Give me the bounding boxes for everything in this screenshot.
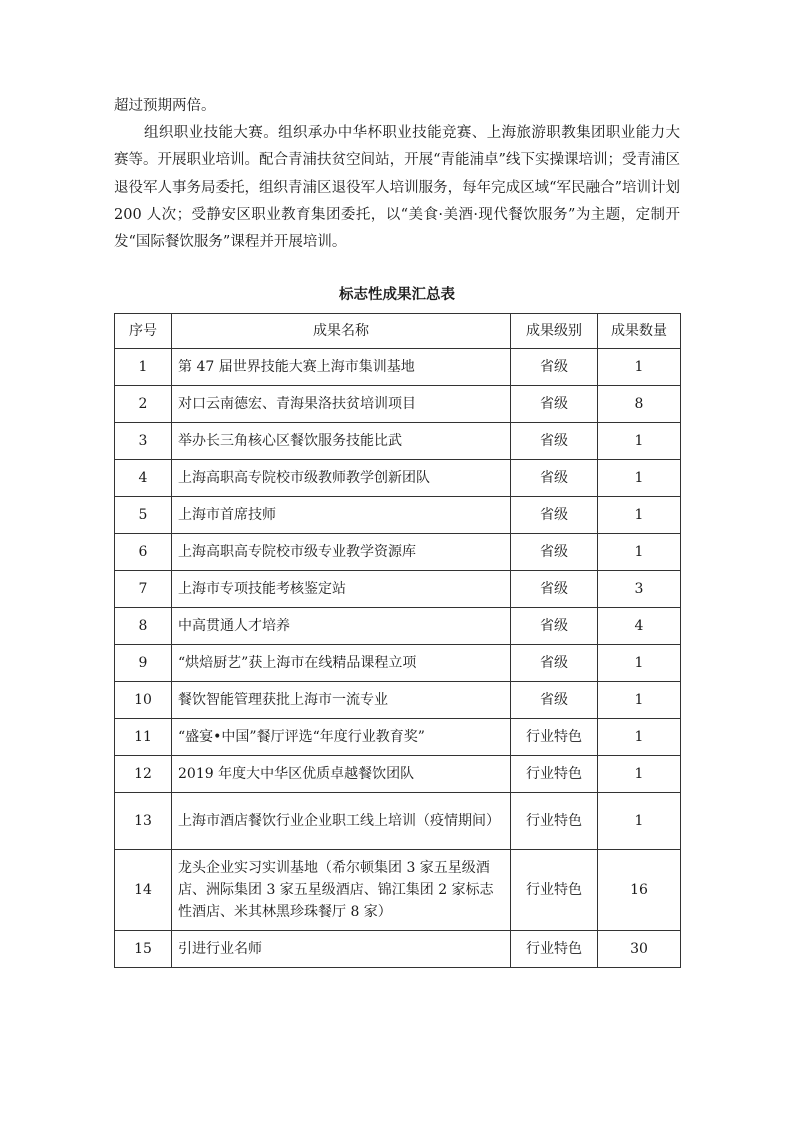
row-level: 省级: [511, 534, 598, 571]
row-name: 举办长三角核心区餐饮服务技能比武: [172, 423, 511, 460]
row-level: 省级: [511, 571, 598, 608]
row-number: 4: [115, 460, 172, 497]
row-count: 4: [598, 608, 681, 645]
row-name: 中高贯通人才培养: [172, 608, 511, 645]
row-level: 行业特色: [511, 793, 598, 850]
row-name: 2019 年度大中华区优质卓越餐饮团队: [172, 756, 511, 793]
row-name: “盛宴•中国”餐厅评选“年度行业教育奖”: [172, 719, 511, 756]
row-name: 引进行业名师: [172, 931, 511, 968]
row-level: 省级: [511, 645, 598, 682]
row-name: 上海市专项技能考核鉴定站: [172, 571, 511, 608]
row-number: 9: [115, 645, 172, 682]
row-name: 上海高职高专院校市级教师教学创新团队: [172, 460, 511, 497]
row-number: 2: [115, 386, 172, 423]
table-row: [115, 386, 681, 423]
table-row: [115, 349, 681, 386]
row-number: 11: [115, 719, 172, 756]
row-count: 1: [598, 460, 681, 497]
row-level: 省级: [511, 608, 598, 645]
row-level: 省级: [511, 349, 598, 386]
row-count: 1: [598, 645, 681, 682]
row-count: 1: [598, 497, 681, 534]
row-count: 1: [598, 756, 681, 793]
table-row: [115, 682, 681, 719]
row-number: 13: [115, 793, 172, 850]
row-name: 龙头企业实习实训基地（希尔顿集团 3 家五星级酒店、洲际集团 3 家五星级酒店、锦江集团 2 家标志性酒店、米其林黑珍珠餐厅 8 家）: [172, 850, 511, 931]
row-level: 省级: [511, 682, 598, 719]
row-level: 行业特色: [511, 756, 598, 793]
row-level: 行业特色: [511, 931, 598, 968]
row-name: “烘焙厨艺”获上海市在线精品课程立项: [172, 645, 511, 682]
row-number: 3: [115, 423, 172, 460]
table-row: [115, 571, 681, 608]
table-row: [115, 756, 681, 793]
row-count: 16: [598, 850, 681, 931]
row-number: 7: [115, 571, 172, 608]
row-name: 上海市酒店餐饮行业企业职工线上培训（疫情期间）: [172, 793, 511, 850]
row-number: 10: [115, 682, 172, 719]
table-row: [115, 423, 681, 460]
row-level: 省级: [511, 460, 598, 497]
row-number: 12: [115, 756, 172, 793]
row-count: 30: [598, 931, 681, 968]
header-result-level: 成果级别: [511, 314, 598, 349]
row-level: 省级: [511, 497, 598, 534]
table-row: [115, 645, 681, 682]
table-header-row: [115, 314, 681, 349]
table-row: [115, 793, 681, 850]
row-level: 省级: [511, 423, 598, 460]
table-row: [115, 460, 681, 497]
row-count: 1: [598, 534, 681, 571]
results-summary-table: [114, 313, 681, 968]
paragraph-continuation: 超过预期两倍。: [114, 98, 216, 114]
row-count: 1: [598, 682, 681, 719]
row-count: 3: [598, 571, 681, 608]
paragraph-skills-competition: 组织职业技能大赛。组织承办中华杯职业技能竞赛、上海旅游职教集团职业能力大赛等。开展职业培训。配合青浦扶贫空间站，开展“青能浦卓”线下实操课培训；受青浦区退役军人事务局委托，组织青浦区退役军人培训服务，每年完成区域“军民融合”培训计划 200 人次；受静安区职业教育集团委托，以“美食·美酒·现代餐饮服务”为主题，定制开发“国际餐饮服务”课程并开展培训。: [114, 125, 680, 251]
row-count: 1: [598, 423, 681, 460]
header-result-count: 成果数量: [598, 314, 681, 349]
row-name: 对口云南德宏、青海果洛扶贫培训项目: [172, 386, 511, 423]
table-row: [115, 719, 681, 756]
row-level: 行业特色: [511, 850, 598, 931]
row-count: 8: [598, 386, 681, 423]
table-row: [115, 534, 681, 571]
row-name: 上海高职高专院校市级专业教学资源库: [172, 534, 511, 571]
table-row: [115, 850, 681, 931]
row-number: 1: [115, 349, 172, 386]
row-level: 行业特色: [511, 719, 598, 756]
row-count: 1: [598, 793, 681, 850]
row-number: 8: [115, 608, 172, 645]
table-row: [115, 931, 681, 968]
row-name: 上海市首席技师: [172, 497, 511, 534]
row-number: 6: [115, 534, 172, 571]
row-count: 1: [598, 719, 681, 756]
row-number: 15: [115, 931, 172, 968]
header-result-name: 成果名称: [172, 314, 511, 349]
table-row: [115, 497, 681, 534]
row-number: 5: [115, 497, 172, 534]
row-name: 餐饮智能管理获批上海市一流专业: [172, 682, 511, 719]
row-level: 省级: [511, 386, 598, 423]
row-name: 第 47 届世界技能大赛上海市集训基地: [172, 349, 511, 386]
row-count: 1: [598, 349, 681, 386]
row-number: 14: [115, 850, 172, 931]
table-title: 标志性成果汇总表: [339, 287, 455, 303]
header-serial-number: 序号: [115, 314, 172, 349]
table-row: [115, 608, 681, 645]
